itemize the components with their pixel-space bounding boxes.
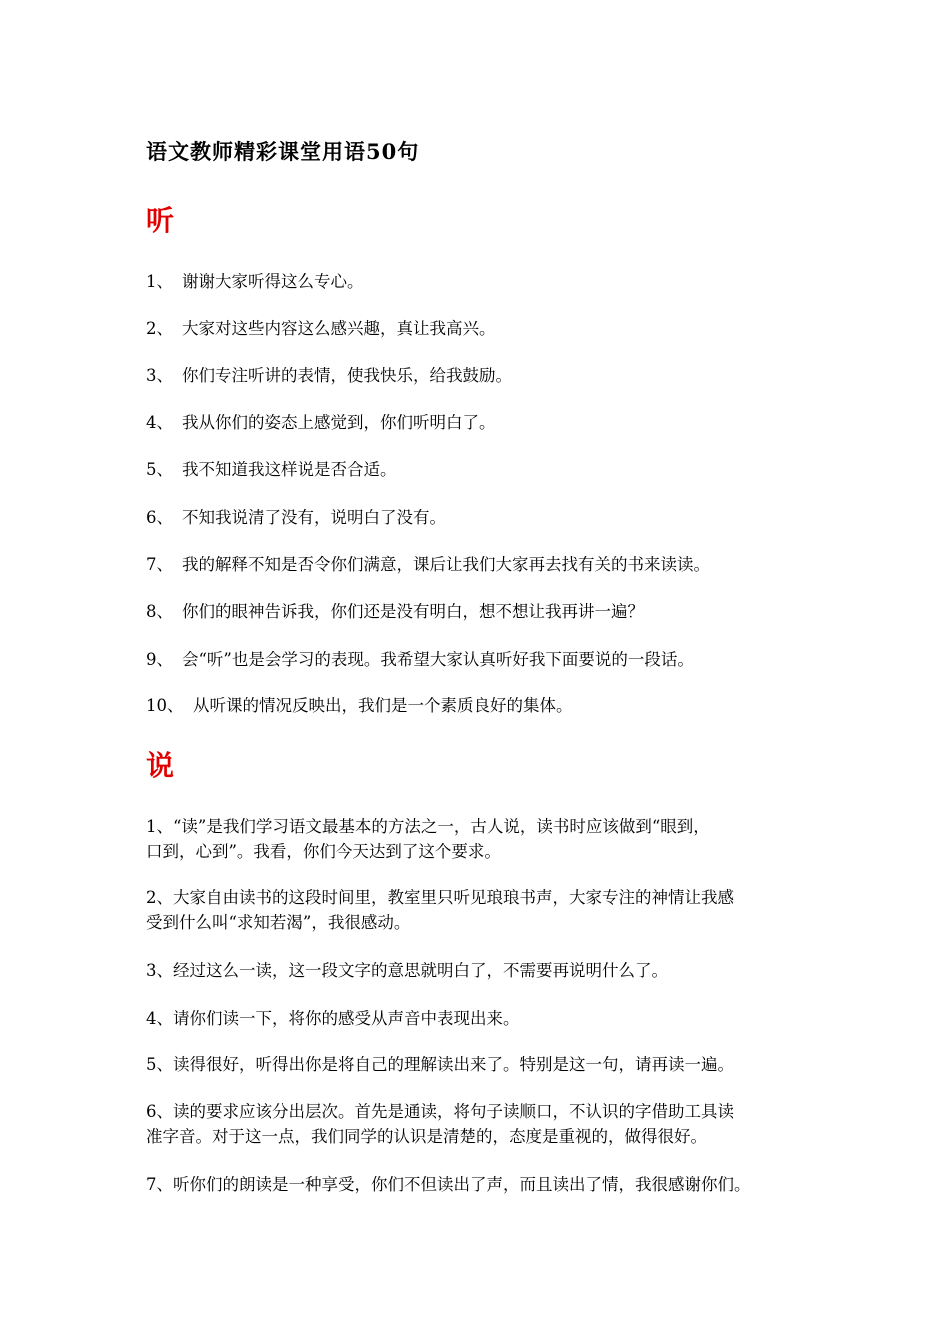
item-number: 8、 — [146, 602, 173, 621]
list-item — [146, 648, 694, 672]
paragraph — [146, 1052, 811, 1077]
paragraph — [146, 958, 811, 983]
item-text: 大家对这些内容这么感兴趣，真让我高兴。 — [182, 319, 496, 338]
paragraph-line: 4、请你们读一下，将你的感受从声音中表现出来。 — [146, 1009, 520, 1028]
item-number: 3、 — [146, 366, 173, 385]
item-number: 10、 — [146, 696, 184, 715]
section-heading-speak: 说 — [146, 749, 175, 782]
item-number: 2、 — [146, 319, 173, 338]
item-number: 9、 — [146, 650, 173, 669]
item-number: 6、 — [146, 508, 173, 527]
list-item — [146, 270, 364, 294]
item-text: 不知我说清了没有，说明白了没有。 — [182, 508, 446, 527]
item-number: 1、 — [146, 272, 173, 291]
item-number: 7、 — [146, 555, 173, 574]
paragraph-line: 7、听你们的朗读是一种享受，你们不但读出了声，而且读出了情，我很感谢你们。 — [146, 1175, 751, 1194]
paragraph-line: 2、大家自由读书的这段时间里，教室里只听见琅琅书声，大家专注的神情让我感 — [146, 888, 734, 907]
item-text: 你们的眼神告诉我，你们还是没有明白，想不想让我再讲一遍？ — [182, 602, 644, 621]
item-text: 会“听”也是会学习的表现。我希望大家认真听好我下面要说的一段话。 — [182, 650, 694, 669]
paragraph-line: 受到什么叫“求知若渴”，我很感动。 — [146, 913, 411, 932]
paragraph — [146, 1006, 811, 1031]
paragraph — [146, 885, 811, 935]
paragraph — [146, 814, 811, 864]
item-text: 你们专注听讲的表情，使我快乐，给我鼓励。 — [182, 366, 512, 385]
item-text: 我的解释不知是否令你们满意，课后让我们大家再去找有关的书来读读。 — [182, 555, 710, 574]
list-item — [146, 600, 644, 624]
item-number: 5、 — [146, 460, 173, 479]
item-text: 从听课的情况反映出，我们是一个素质良好的集体。 — [193, 696, 573, 715]
list-item — [146, 411, 496, 435]
paragraph-line: 口到，心到”。我看，你们今天达到了这个要求。 — [146, 842, 501, 861]
item-text: 我从你们的姿态上感觉到，你们听明白了。 — [182, 413, 496, 432]
list-item — [146, 506, 446, 530]
paragraph — [146, 1099, 811, 1149]
paragraph-line: 1、“读”是我们学习语文最基本的方法之一，古人说，读书时应该做到“眼到， — [146, 817, 710, 836]
list-item — [146, 694, 573, 718]
paragraph-line: 6、读的要求应该分出层次。首先是通读，将句子读顺口，不认识的字借助工具读 — [146, 1102, 734, 1121]
document-title: 语文教师精彩课堂用语50句 — [146, 139, 420, 164]
paragraph — [146, 1172, 811, 1197]
paragraph-line: 准字音。对于这一点，我们同学的认识是清楚的，态度是重视的，做得很好。 — [146, 1127, 707, 1146]
list-item — [146, 458, 397, 482]
list-item — [146, 317, 496, 341]
list-item — [146, 364, 512, 388]
paragraph-line: 3、经过这么一读，这一段文字的意思就明白了，不需要再说明什么了。 — [146, 961, 668, 980]
section-heading-listen: 听 — [146, 204, 175, 237]
item-number: 4、 — [146, 413, 173, 432]
item-text: 谢谢大家听得这么专心。 — [182, 272, 364, 291]
paragraph-line: 5、读得很好，听得出你是将自己的理解读出来了。特别是这一句，请再读一遍。 — [146, 1055, 734, 1074]
list-item — [146, 553, 710, 577]
item-text: 我不知道我这样说是否合适。 — [182, 460, 397, 479]
